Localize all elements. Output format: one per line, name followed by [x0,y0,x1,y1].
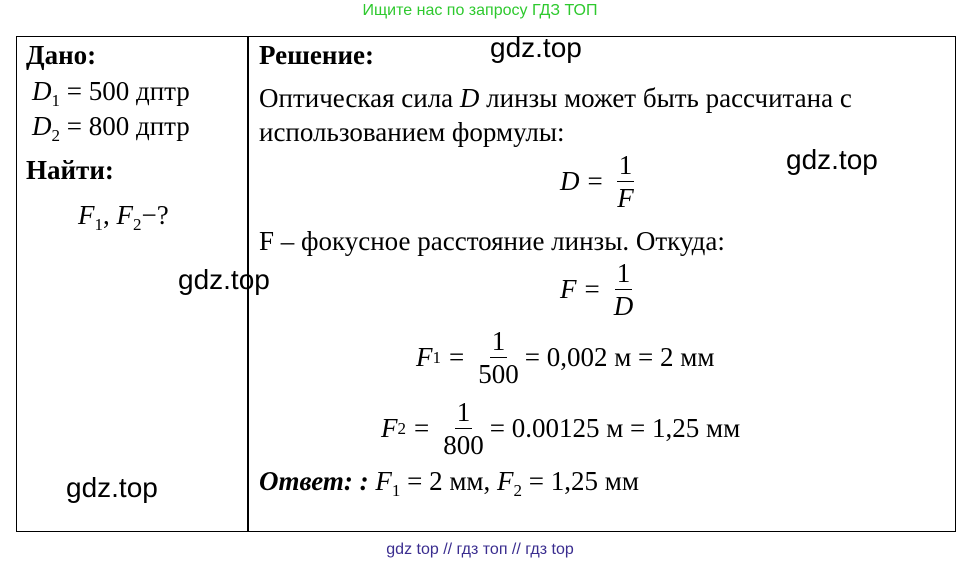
formula2-eq: = [584,274,600,304]
d1-subscript: 1 [51,91,60,110]
answer-line [259,466,639,501]
d2-symbol: D [32,111,52,141]
line1-text-a: Оптическая сила [259,83,460,113]
find-heading: Найти: [26,155,114,185]
find-values [78,200,169,235]
formula2-numerator: 1 [616,258,631,288]
solution-line-3: F – фокусное расстояние линзы. Откуда: [259,226,725,256]
formula4-fraction [443,397,484,460]
formula2-denominator: D [613,291,634,321]
answer-f2-subscript: 2 [513,481,523,500]
formula4-numerator: 1 [456,397,471,427]
bottom-banner: gdz top // гдз топ // гдз top [386,541,574,558]
watermark: gdz.top [490,32,582,63]
formula3-fraction [478,326,519,389]
watermark: gdz.top [786,144,878,175]
f1-subscript: 1 [94,215,103,234]
d1-value: = 500 дптр [60,76,190,106]
solution-line-1 [259,83,852,114]
d2-value: = 800 дптр [60,111,190,141]
answer-f2-value: = 1,25 мм [522,466,639,496]
top-banner: Ищите нас по запросу ГДЗ ТОП [362,2,598,19]
given-d2 [32,111,190,146]
formula1-numerator: 1 [618,150,633,180]
formula4-subscript: 2 [397,418,406,438]
find-suffix: −? [141,200,169,230]
find-separator: , [103,200,117,230]
formula-f1 [416,326,714,389]
formula3-lhs: F [416,342,433,372]
given-heading: Дано: [26,40,97,70]
formula3-result: = 0,002 м = 2 мм [524,342,715,372]
given-d1 [32,76,190,111]
formula2-lhs: F [560,274,577,304]
formula1-lhs: D [560,166,580,196]
formula4-lhs: F [381,413,398,443]
line1-text-b: линзы может быть рассчитана с [479,83,852,113]
formula1-eq: = [587,166,603,196]
formula3-numerator: 1 [491,326,506,356]
watermark: gdz.top [178,264,270,295]
formula3-denominator: 500 [478,359,519,389]
formula1-fraction [617,150,635,213]
answer-f1: F [375,466,392,496]
formula-f2 [381,397,740,460]
answer-label: Ответ: : [259,466,369,496]
line1-variable: D [459,83,480,113]
f1-symbol: F [78,200,95,230]
formula-focal-length [560,258,639,321]
formula3-eq: = [449,342,465,372]
formula4-eq: = [414,413,430,443]
solution-heading: Решение: [259,40,374,70]
f2-subscript: 2 [133,215,142,234]
solution-line-2: использованием формулы: [259,117,565,147]
formula4-result: = 0.00125 м = 1,25 мм [489,413,741,443]
formula1-denominator: F [617,183,634,213]
d2-subscript: 2 [51,126,60,145]
f2-symbol: F [116,200,133,230]
watermark: gdz.top [66,472,158,503]
formula4-denominator: 800 [443,430,484,460]
answer-f1-subscript: 1 [391,481,401,500]
formula-optical-power [560,150,640,213]
formula2-fraction [614,258,634,321]
d1-symbol: D [32,76,52,106]
answer-f1-value: = 2 мм, [400,466,498,496]
formula3-subscript: 1 [432,347,441,367]
answer-f2: F [497,466,514,496]
